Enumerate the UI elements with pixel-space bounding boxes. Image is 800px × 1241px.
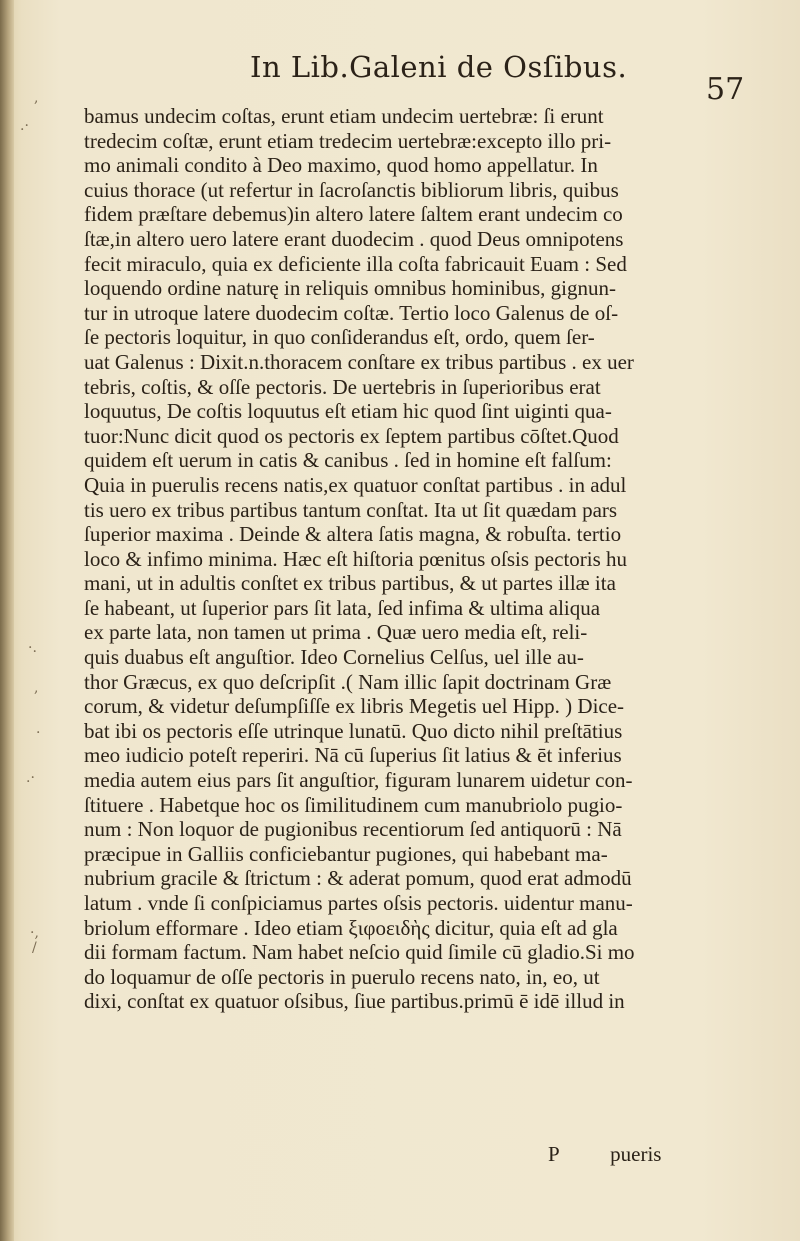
text-line: loco & infimo minima. Hæc eſt hiſtoria pœnitus oſsis pectoris hu xyxy=(84,546,628,571)
text-line: mani, ut in adultis conſtet ex tribus partibus, & ut partes illæ ita xyxy=(84,571,616,596)
text-line: latum . vnde ſi conſpiciamus partes oſsis pectoris. uidentur manu- xyxy=(84,891,633,915)
text-line: ſe pectoris loquitur, in quo conſiderandus eſt, ordo, quem ſer- xyxy=(84,325,595,350)
text-line: bamus undecim coſtas, erunt etiam undecim uertebræ: ſi erunt xyxy=(84,104,604,128)
text-line: ſuperior maxima . Deinde & altera ſatis magna, & robuſta. tertio xyxy=(84,522,622,547)
text-line: loquendo ordine naturę in reliquis omnibus hominibus, gignun- xyxy=(84,276,616,301)
text-line: tis uero ex tribus partibus tantum conſtat. Ita ut ſit quædam pars xyxy=(84,497,618,522)
text-line: meo iudicio poteſt reperiri. Nā cū ſuperius ſit latius & ēt inferius xyxy=(84,743,622,768)
text-line: tuor:Nunc dicit quod os pectoris ex ſeptem partibus cōſtet.Quod xyxy=(84,423,619,448)
page-binding-edge xyxy=(0,0,14,1241)
text-line: dixi, conſtat ex quatuor oſsibus, ſiue partibus.primū ē idē illud in xyxy=(84,989,625,1014)
text-line: cuius thorace (ut refertur in ſacroſanctis bibliorum libris, quibus xyxy=(84,177,619,202)
text-line: præcipue in Galliis conficiebantur pugiones, qui habebant ma- xyxy=(84,841,608,866)
text-line: num : Non loquor de pugionibus recentiorum ſed antiquorū : Nā xyxy=(84,817,622,842)
body-text xyxy=(84,104,744,1014)
running-title: In Lib.Galeni de Osſibus. xyxy=(250,50,628,84)
text-line: corum, & videtur deſumpſiſſe ex libris Megetis uel Hipp. ) Dice- xyxy=(84,694,625,719)
text-line: dii formam factum. Nam habet neſcio quid ſimile cū gladio.Si mo xyxy=(84,940,635,965)
text-line: tredecim coſtæ, erunt etiam tredecim uertebræ:excepto illo pri- xyxy=(84,128,612,153)
text-line: quis duabus eſt anguſtior. Ideo Cornelius Celſus, uel ille au- xyxy=(84,645,584,670)
text-line: uat Galenus : Dixit.n.thoracem conſtare ex tribus partibus . ex uer xyxy=(84,349,634,374)
text-line: tur in utroque latere duodecim coſtæ. Tertio loco Galenus de oſ- xyxy=(84,300,619,325)
text-line: loquutus, De coſtis loquutus eſt etiam hic quod ſint uiginti qua- xyxy=(84,399,612,424)
text-line: fidem præſtare debemus)in altero latere ſaltem erant undecim co xyxy=(84,202,623,227)
margin-annotations: , .· ·. , · .· ·, / xyxy=(20,90,41,956)
text-line: thor Græcus, ex quo deſcripſit .( Nam illic ſapit doctrinam Græ xyxy=(84,669,612,694)
text-line: Quia in puerulis recens natis,ex quatuor conſtat partibus . in adul xyxy=(84,472,627,497)
text-line: mo animali condito à Deo maximo, quod homo appellatur. In xyxy=(84,153,598,178)
text-line: nubrium gracile & ſtrictum : & aderat pomum, quod erat admodū xyxy=(84,866,632,891)
text-line: fecit miraculo, quia ex deficiente illa coſta fabricauit Euam : Sed xyxy=(84,251,627,276)
text-line: ex parte lata, non tamen ut prima . Quæ uero media eſt, reli- xyxy=(84,620,588,645)
catchword: pueris xyxy=(610,1142,662,1166)
text-line: bat ibi os pectoris eſſe utrinque lunatū. Quo dicto nihil preſtātius xyxy=(84,718,623,743)
text-line: tebris, coſtis, & oſſe pectoris. De uertebris in ſuperioribus erat xyxy=(84,374,601,399)
text-line: media autem eius pars ſit anguſtior, figuram lunarem uidetur con- xyxy=(84,768,633,793)
signature-mark: P xyxy=(548,1142,559,1166)
text-line: briolum efformare . Ideo etiam ξιφοειδὴς dicitur, quia eſt ad gla xyxy=(84,915,618,940)
text-line: ſtæ,in altero uero latere erant duodecim . quod Deus omnipotens xyxy=(84,226,624,251)
text-line: ſtituere . Habetque hoc os ſimilitudinem cum manubriolo pugio- xyxy=(84,792,623,817)
text-line: quidem eſt uerum in catis & canibus . ſed in homine eſt falſum: xyxy=(84,448,612,473)
page-number: 57 xyxy=(706,72,745,107)
catchword-line xyxy=(548,1142,708,1167)
text-line: ſe habeant, ut ſuperior pars ſit lata, ſed infima & ultima aliqua xyxy=(84,595,601,620)
text-line: do loquamur de oſſe pectoris in puerulo recens nato, in, eo, ut xyxy=(84,964,600,989)
